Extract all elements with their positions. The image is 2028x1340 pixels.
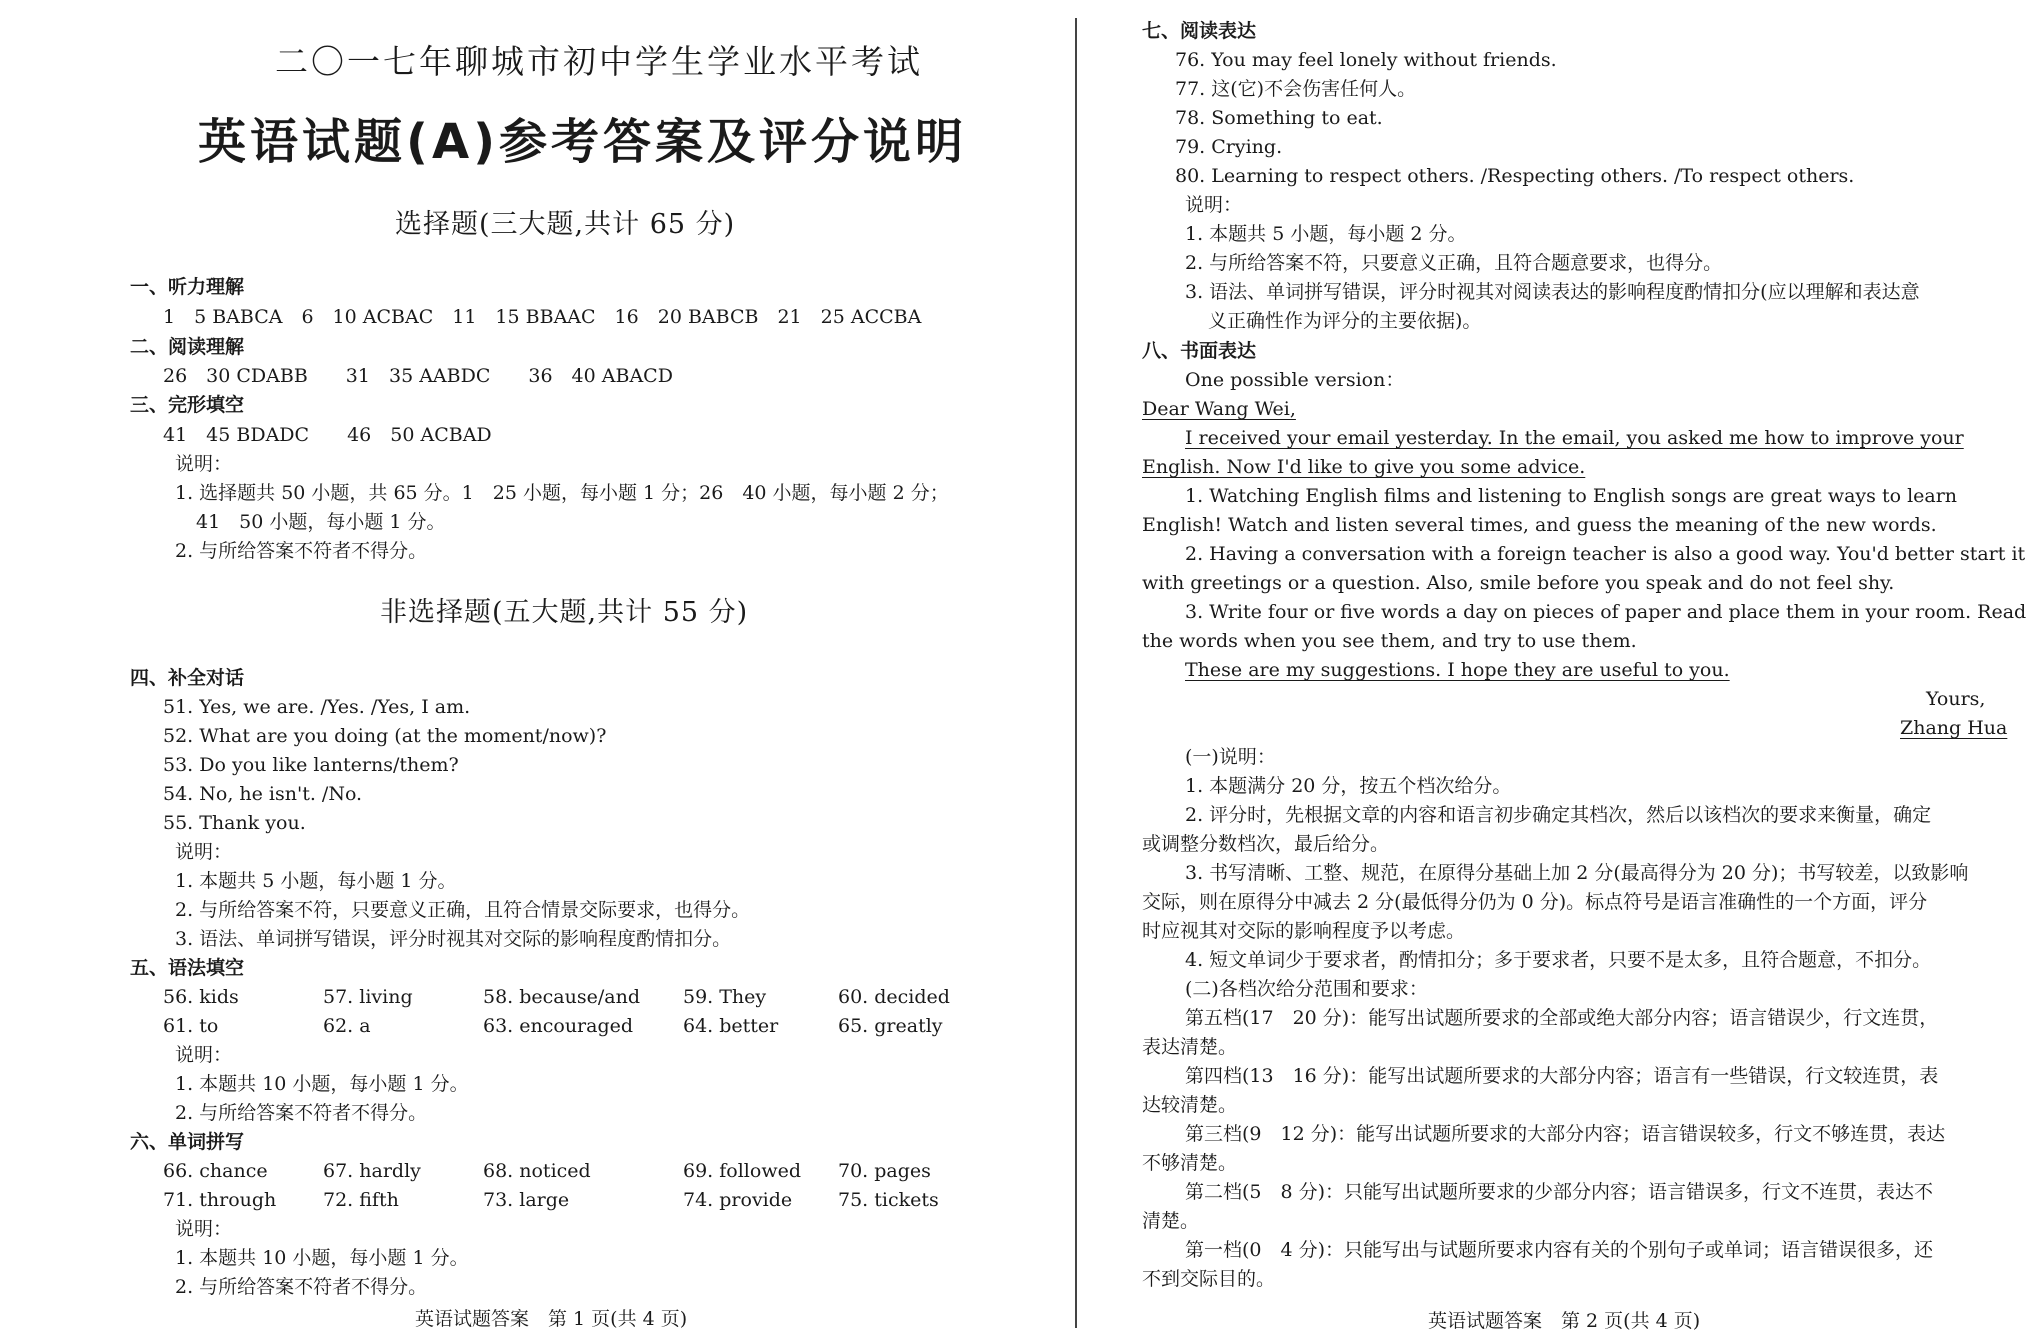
reading-note: 3. 语法、单词拼写错误，评分时视其对阅读表达的影响程度酌情扣分(应以理解和表达意 (1185, 281, 1920, 303)
essay-line: 1. Watching English films and listening to English songs are great ways to learn (1185, 485, 1958, 507)
essay-closing-line: These are my suggestions. I hope they are useful to you. (1185, 659, 1730, 681)
grammar-answer: 64. better (683, 1015, 779, 1037)
spelling-answer: 69. followed (683, 1160, 801, 1182)
choice-note-1-cont: 41 50 小题，每小题 1 分。 (196, 511, 446, 533)
reading-expression-answer: 79. Crying. (1175, 136, 1283, 158)
grammar-heading: 五、语法填空 (130, 957, 245, 979)
grammar-answer: 63. encouraged (483, 1015, 634, 1037)
choice-section-header: 选择题(三大题,共计 65 分) (395, 209, 736, 240)
scoring-note: 或调整分数档次，最后给分。 (1142, 833, 1390, 855)
grammar-answer: 59. They (683, 986, 767, 1008)
grammar-answer: 57. living (323, 986, 413, 1008)
dialogue-note: 2. 与所给答案不符，只要意义正确，且符合情景交际要求，也得分。 (175, 899, 751, 921)
dialogue-note-label: 说明： (175, 841, 233, 863)
grammar-answer: 58. because/and (483, 986, 640, 1008)
grade-level-cont: 表达清楚。 (1142, 1036, 1238, 1058)
spelling-heading: 六、单词拼写 (130, 1131, 245, 1153)
grade-level: 第五档(17 20 分)：能写出试题所要求的全部或绝大部分内容；语言错误少，行文连贯， (1185, 1007, 1939, 1029)
grammar-note: 2. 与所给答案不符者不得分。 (175, 1102, 428, 1124)
dialogue-answer: 51. Yes, we are. /Yes. /Yes, I am. (163, 696, 471, 718)
cloze-heading: 三、完形填空 (130, 394, 245, 416)
grammar-answers-row (163, 1013, 943, 1039)
dialogue-answer: 53. Do you like lanterns/them? (163, 754, 459, 776)
spelling-answer: 75. tickets (838, 1189, 939, 1211)
essay-line: 2. Having a conversation with a foreign teacher is also a good way. You'd better start it (1185, 543, 2026, 565)
scoring-note: 交际，则在原得分中减去 2 分(最低得分仍为 0 分)。标点符号是语言准确性的一个方面，评分 (1142, 891, 1928, 913)
spelling-note: 1. 本题共 10 小题，每小题 1 分。 (175, 1247, 469, 1269)
essay-line: English! Watch and listen several times, and guess the meaning of the new words. (1142, 514, 1937, 536)
grade-levels-label: (二)各档次给分范围和要求： (1185, 978, 1428, 1000)
cloze-answers: 41 45 BDADC 46 50 ACBAD (163, 424, 492, 446)
grade-level: 第二档(5 8 分)：只能写出试题所要求的少部分内容；语言错误多，行文不连贯，表达不 (1185, 1181, 1934, 1203)
reading-expression-answer: 78. Something to eat. (1175, 107, 1383, 129)
grammar-answer: 56. kids (163, 986, 239, 1008)
scoring-note: 时应视其对交际的影响程度予以考虑。 (1142, 920, 1466, 942)
grade-level: 第一档(0 4 分)：只能写出与试题所要求内容有关的个别句子或单词；语言错误很多，还 (1185, 1239, 1934, 1261)
grade-level-cont: 不到交际目的。 (1142, 1268, 1276, 1290)
reading-note-label: 说明： (1185, 194, 1243, 216)
grammar-note: 1. 本题共 10 小题，每小题 1 分。 (175, 1073, 469, 1095)
spelling-answer: 73. large (483, 1189, 570, 1211)
spelling-answer: 74. provide (683, 1189, 793, 1211)
essay-line: the words when you see them, and try to use them. (1142, 630, 1637, 652)
grammar-answers-row (163, 984, 950, 1010)
dialogue-answer: 55. Thank you. (163, 812, 306, 834)
reading-expression-answer: 76. You may feel lonely without friends. (1175, 49, 1557, 71)
grade-level: 第三档(9 12 分)：能写出试题所要求的大部分内容；语言错误较多，行文不够连贯，表达 (1185, 1123, 1946, 1145)
scoring-note: 1. 本题满分 20 分，按五个档次给分。 (1185, 775, 1512, 797)
grammar-answer: 60. decided (838, 986, 950, 1008)
reading-expression-answer: 80. Learning to respect others. /Respecting others. /To respect others. (1175, 165, 1855, 187)
spelling-answer: 66. chance (163, 1160, 268, 1182)
essay-intro: One possible version： (1185, 369, 1405, 391)
spelling-answers-row (163, 1158, 931, 1184)
spelling-note: 2. 与所给答案不符者不得分。 (175, 1276, 428, 1298)
writing-heading: 八、书面表达 (1142, 340, 1257, 362)
grade-level-cont: 清楚。 (1142, 1210, 1200, 1232)
essay-line: with greetings or a question. Also, smile before you speak and do not feel shy. (1142, 572, 1895, 594)
choice-note-label: 说明： (175, 453, 233, 475)
nonchoice-section-header: 非选择题(五大题,共计 55 分) (380, 597, 749, 628)
answer-key-title: 英语试题(A)参考答案及评分说明 (198, 114, 968, 170)
dialogue-note: 3. 语法、单词拼写错误，评分时视其对交际的影响程度酌情扣分。 (175, 928, 732, 950)
reading-answers: 26 30 CDABB 31 35 AABDC 36 40 ABACD (163, 365, 673, 387)
essay-signoff: Yours, (1926, 688, 1986, 710)
page-footer: 英语试题答案 第 1 页(共 4 页) (415, 1308, 688, 1330)
reading-expression-answer: 77. 这(它)不会伤害任何人。 (1175, 78, 1417, 100)
essay-line: I received your email yesterday. In the email, you asked me how to improve your (1185, 427, 1964, 449)
grade-level-cont: 不够清楚。 (1142, 1152, 1238, 1174)
scoring-note: 3. 书写清晰、工整、规范，在原得分基础上加 2 分(最高得分为 20 分)；书写较差，以致影响 (1185, 862, 1969, 884)
spelling-note-label: 说明： (175, 1218, 233, 1240)
dialogue-heading: 四、补全对话 (130, 667, 245, 689)
dialogue-note: 1. 本题共 5 小题，每小题 1 分。 (175, 870, 457, 892)
spelling-answers-row (163, 1187, 939, 1213)
reading-heading: 二、阅读理解 (130, 336, 245, 358)
spelling-answer: 71. through (163, 1189, 277, 1211)
spelling-answer: 72. fifth (323, 1189, 399, 1211)
grammar-answer: 65. greatly (838, 1015, 943, 1037)
listening-answers: 1 5 BABCA 6 10 ACBAC 11 15 BBAAC 16 20 BABCB 21 25 ACCBA (163, 306, 922, 328)
spelling-answer: 70. pages (838, 1160, 931, 1182)
page-footer: 英语试题答案 第 2 页(共 4 页) (1428, 1310, 1701, 1332)
reading-note: 1. 本题共 5 小题，每小题 2 分。 (1185, 223, 1467, 245)
spelling-answer: 68. noticed (483, 1160, 591, 1182)
scoring-note: 4. 短文单词少于要求者，酌情扣分；多于要求者，只要不是太多，且符合题意，不扣分。 (1185, 949, 1932, 971)
essay-greeting: Dear Wang Wei, (1142, 398, 1296, 420)
reading-expression-heading: 七、阅读表达 (1142, 20, 1257, 42)
choice-note-2: 2. 与所给答案不符者不得分。 (175, 540, 428, 562)
dialogue-answer: 54. No, he isn't. /No. (163, 783, 363, 805)
grade-level: 第四档(13 16 分)：能写出试题所要求的大部分内容；语言有一些错误，行文较连贯，表 (1185, 1065, 1939, 1087)
essay-line: 3. Write four or five words a day on pieces of paper and place them in your room. Read (1185, 601, 2027, 623)
choice-note-1: 1. 选择题共 50 小题，共 65 分。1 25 小题，每小题 1 分；26 40 小题，每小题 2 分； (175, 482, 949, 504)
grade-level-cont: 达较清楚。 (1142, 1094, 1238, 1116)
essay-line: English. Now I'd like to give you some advice. (1142, 456, 1586, 478)
grammar-note-label: 说明： (175, 1044, 233, 1066)
listening-heading: 一、听力理解 (130, 276, 245, 298)
grammar-answer: 62. a (323, 1015, 371, 1037)
exam-title: 二〇一七年聊城市初中学生学业水平考试 (275, 42, 923, 81)
reading-note-cont: 义正确性作为评分的主要依据)。 (1208, 310, 1482, 332)
spelling-answer: 67. hardly (323, 1160, 421, 1182)
essay-signature: Zhang Hua (1900, 717, 2008, 739)
page-divider (1075, 18, 1077, 1328)
scoring-note-label: (一)说明： (1185, 746, 1276, 768)
scoring-note: 2. 评分时，先根据文章的内容和语言初步确定其档次，然后以该档次的要求来衡量，确定 (1185, 804, 1932, 826)
reading-note: 2. 与所给答案不符，只要意义正确，且符合题意要求，也得分。 (1185, 252, 1723, 274)
right-page (1090, 0, 2028, 1340)
dialogue-answer: 52. What are you doing (at the moment/now)? (163, 725, 607, 747)
grammar-answer: 61. to (163, 1015, 219, 1037)
